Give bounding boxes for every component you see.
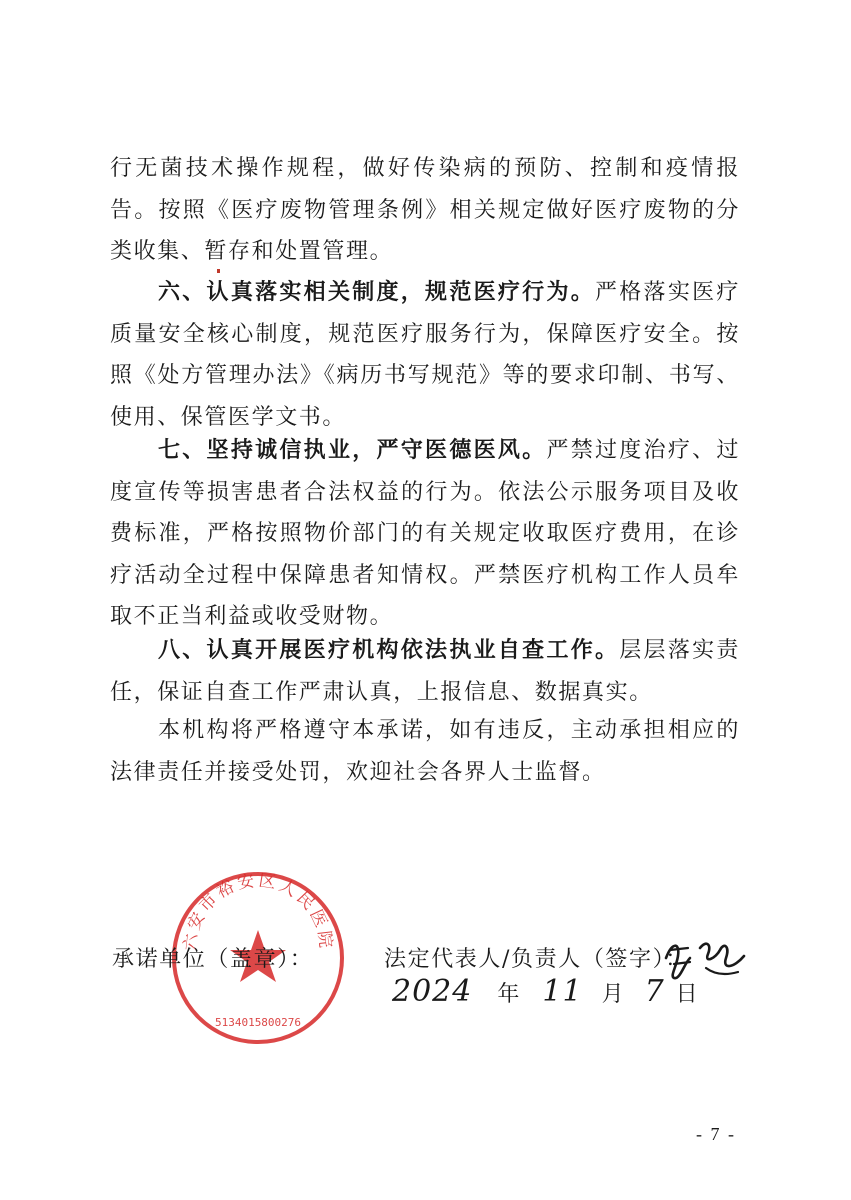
section-seven-heading: 七、坚持诚信执业，严守医德医风。	[158, 437, 547, 463]
section-six-body: 严格落实医疗质量安全核心制度，规范医疗服务行为，保障医疗安全。按照《处方管理办法》《病历书写规范》等的要求印制、书写、使用、保管医学文书。	[110, 280, 740, 430]
seal-ring-text: 六安市裕安区人民医院	[180, 870, 336, 952]
signing-unit-label: 承诺单位（盖章）：	[112, 947, 314, 972]
paragraph-section-seven	[110, 430, 740, 638]
seal-code: 5134015800276	[214, 1016, 302, 1029]
paragraph-continuation: 行无菌技术操作规程，做好传染病的预防、控制和疫情报告。按照《医疗废物管理条例》相关规定做好医疗废物的分类收集、暂存和处置管理。	[110, 156, 740, 264]
date-year: 2024	[392, 974, 473, 1009]
legal-representative-label: 法定代表人/负责人（签字）：	[384, 947, 689, 972]
date-day: 7	[644, 974, 665, 1009]
date-day-suffix: 日	[675, 982, 698, 1007]
paragraph-closing: 本机构将严格遵守本承诺，如有违反，主动承担相应的法律责任并接受处罚，欢迎社会各界人士监督。	[110, 718, 740, 785]
stray-ink-mark	[217, 269, 220, 273]
page-number: - 7 -	[696, 1124, 736, 1144]
date-month: 11	[542, 974, 583, 1009]
paragraph-section-eight	[110, 630, 740, 713]
date-year-suffix: 年	[497, 982, 520, 1007]
section-seven-body: 严禁过度治疗、过度宣传等损害患者合法权益的行为。依法公示服务项目及收费标准，严格按照物价部门的有关规定收取医疗费用，在诊疗活动全过程中保障患者知情权。严禁医疗机构工作人员牟取不正当利益或收受财物。	[110, 438, 740, 629]
date-month-suffix: 月	[601, 982, 624, 1007]
signing-date	[392, 974, 698, 1009]
section-eight-heading: 八、认真开展医疗机构依法执业自查工作。	[158, 637, 620, 663]
section-eight-body: 层层落实责任，保证自查工作严肃认真，上报信息、数据真实。	[110, 638, 740, 705]
paragraph-section-six	[110, 272, 740, 438]
section-six-heading: 六、认真落实相关制度，规范医疗行为。	[158, 279, 595, 305]
